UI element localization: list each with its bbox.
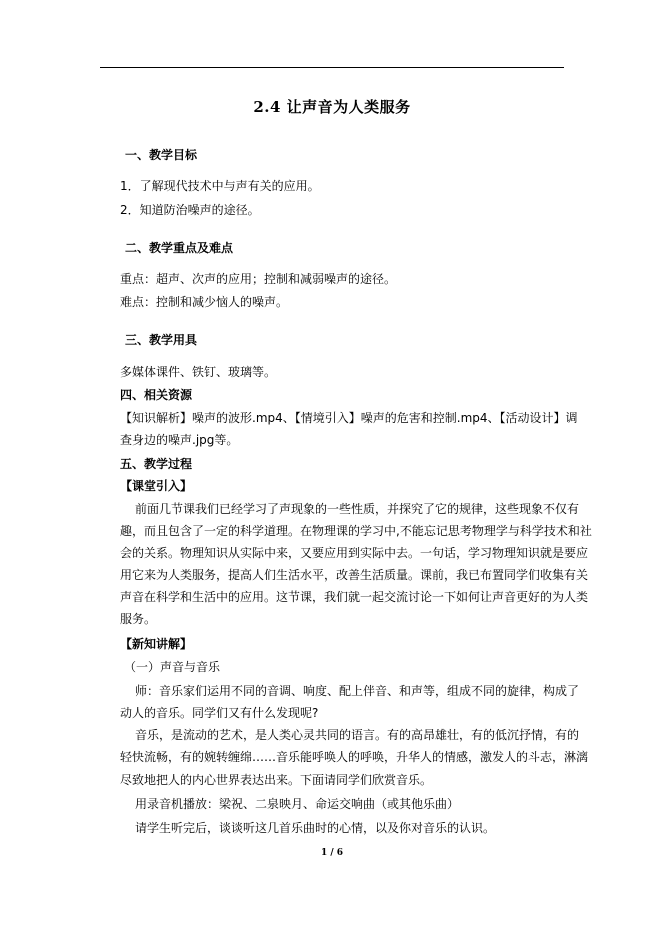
intro-line: 用它来为人类服务，提高人们生活水平，改善生活质量。课前，我已布置同学们收集有关 xyxy=(120,568,589,582)
subheading-intro: 【课堂引入】 xyxy=(120,479,193,493)
subheading-new-knowledge: 【新知讲解】 xyxy=(120,637,193,651)
resources-line: 【知识解析】噪声的波形.mp4、【情境引入】噪声的危害和控制.mp4、【活动设计】调 xyxy=(120,411,578,425)
intro-line: 趣，而且包含了一定的科学道理。在物理课的学习中,不能忘记思考物理学与科学技术和社 xyxy=(120,524,592,538)
section-heading-objectives: 一、教学目标 xyxy=(125,148,198,162)
play-line: 用录音机播放：梁祝、二泉映月、命运交响曲（或其他乐曲） xyxy=(135,797,460,811)
resources-line: 查身边的噪声.jpg等。 xyxy=(120,433,239,447)
subheading-sound-music: （一）声音与音乐 xyxy=(124,660,221,674)
music-line: 轻快流畅，有的婉转缠绵……音乐能呼唤人的呼唤，升华人的情感，激发人的斗志，淋漓 xyxy=(120,750,589,764)
teacher-line: 动人的音乐。同学们又有什么发现呢? xyxy=(120,706,319,720)
section-heading-tools: 三、教学用具 xyxy=(125,333,198,347)
page-title: 2.4 让声音为人类服务 xyxy=(253,98,411,116)
section-heading-key-points: 二、教学重点及难点 xyxy=(125,241,234,255)
intro-line: 声音在科学和生活中的应用。这节课，我们就一起交流讨论一下如何让声音更好的为人类 xyxy=(120,590,589,604)
music-line: 音乐，是流动的艺术，是人类心灵共同的语言。有的高昂雄壮，有的低沉抒情，有的 xyxy=(135,728,580,742)
ask-line: 请学生听完后，谈谈听这几首乐曲时的心情，以及你对音乐的认识。 xyxy=(135,821,496,835)
intro-line: 前面几节课我们已经学习了声现象的一些性质，并探究了它的规律，这些现象不仅有 xyxy=(135,502,580,516)
page-number: 1 / 6 xyxy=(320,848,344,858)
teacher-line: 师：音乐家们运用不同的音调、响度、配上伴音、和声等，组成不同的旋律，构成了 xyxy=(135,684,580,698)
objective-item: 1．了解现代技术中与声有关的应用。 xyxy=(120,179,320,193)
section-heading-process: 五、教学过程 xyxy=(120,457,193,471)
intro-line: 服务。 xyxy=(120,612,157,626)
header-rule xyxy=(100,67,564,68)
section-heading-resources: 四、相关资源 xyxy=(120,388,193,402)
music-line: 尽致地把人的内心世界表达出来。下面请同学们欣赏音乐。 xyxy=(120,773,433,787)
intro-line: 会的关系。物理知识从实际中来，又要应用到实际中去。一句话，学习物理知识就是要应 xyxy=(120,546,589,560)
difficulty-item: 难点：控制和减少恼人的噪声。 xyxy=(120,295,289,309)
objective-item: 2．知道防治噪声的途径。 xyxy=(120,203,260,217)
tools-item: 多媒体课件、铁钉、玻璃等。 xyxy=(120,365,277,379)
key-point-item: 重点：超声、次声的应用；控制和减弱噪声的途径。 xyxy=(120,272,397,286)
